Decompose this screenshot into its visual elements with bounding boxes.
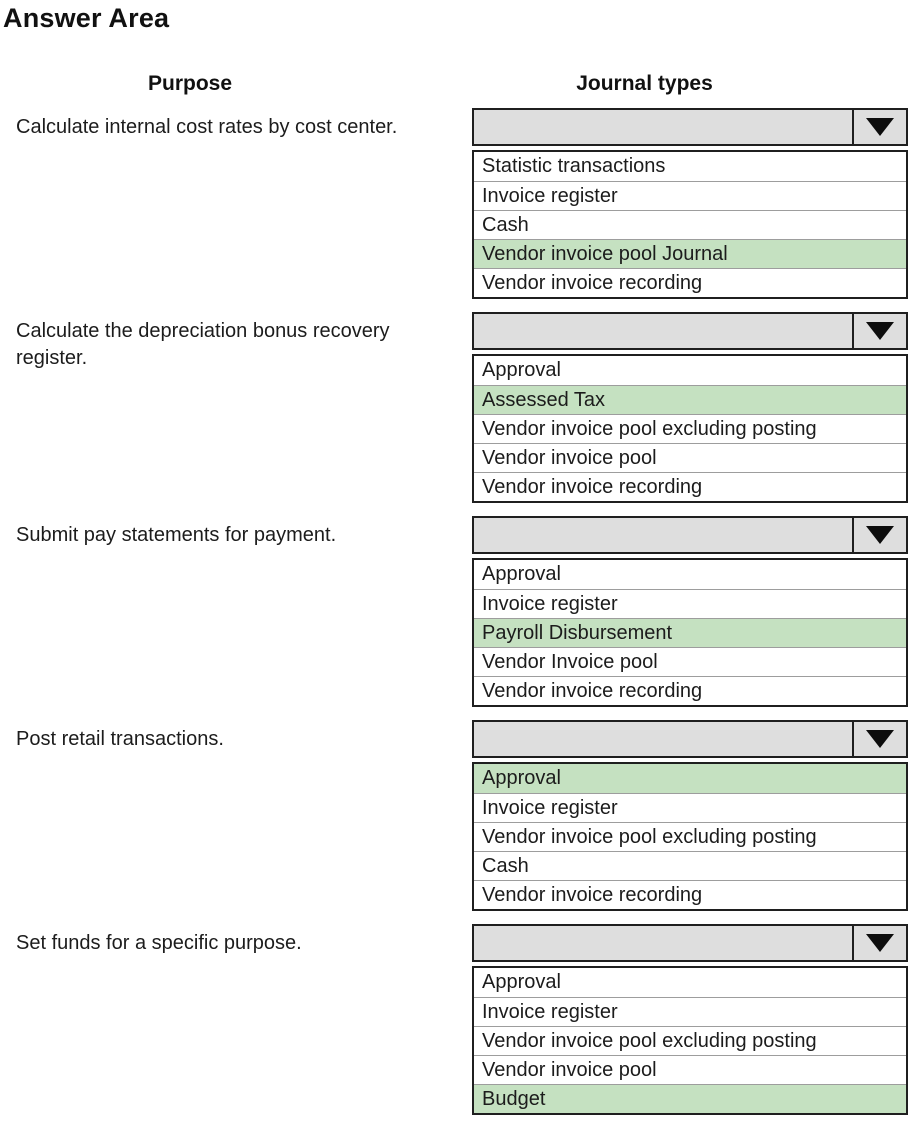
journal-type-option[interactable]: Statistic transactions bbox=[482, 155, 666, 177]
journal-type-option[interactable]: Vendor invoice pool excluding posting bbox=[474, 822, 906, 851]
journal-type-option[interactable]: Vendor invoice recording bbox=[474, 880, 906, 909]
journal-type-option[interactable]: Vendor invoice pool bbox=[474, 443, 906, 472]
journal-type-option[interactable]: Approval bbox=[482, 563, 561, 585]
journal-type-option[interactable]: Approval bbox=[482, 359, 561, 381]
journal-type-select[interactable] bbox=[472, 312, 908, 350]
questions-container bbox=[0, 108, 909, 1115]
column-headers bbox=[0, 72, 909, 96]
journal-type-listbox bbox=[472, 966, 908, 1115]
caret-down-icon bbox=[866, 526, 894, 544]
question-row bbox=[0, 516, 909, 707]
journal-type-option[interactable]: Cash bbox=[474, 210, 906, 239]
selected-value bbox=[474, 926, 852, 960]
purpose-text: Submit pay statements for payment. bbox=[16, 524, 337, 546]
purpose-text: Post retail transactions. bbox=[16, 728, 224, 750]
question-row bbox=[0, 924, 909, 1115]
dropdown-arrow-button[interactable] bbox=[852, 722, 906, 756]
journal-type-option[interactable]: Vendor invoice recording bbox=[474, 268, 906, 297]
journal-type-option[interactable]: Vendor invoice pool excluding posting bbox=[474, 1026, 906, 1055]
dropdown-group bbox=[472, 108, 908, 299]
journal-type-option[interactable]: Vendor invoice recording bbox=[474, 472, 906, 501]
dropdown-group bbox=[472, 924, 908, 1115]
purpose-text: Calculate internal cost rates by cost center. bbox=[16, 116, 398, 138]
journal-type-select[interactable] bbox=[472, 516, 908, 554]
journal-type-select[interactable] bbox=[472, 108, 908, 146]
answer-area-title: Answer Area bbox=[3, 3, 170, 33]
purpose-text: Calculate the depreciation bonus recovery register. bbox=[16, 320, 390, 369]
journal-type-listbox bbox=[472, 762, 908, 911]
selected-value bbox=[474, 110, 852, 144]
dropdown-arrow-button[interactable] bbox=[852, 110, 906, 144]
question-row bbox=[0, 108, 909, 299]
journal-type-option[interactable]: Vendor Invoice pool bbox=[474, 647, 906, 676]
journal-types-column-header: Journal types bbox=[576, 72, 713, 95]
caret-down-icon bbox=[866, 934, 894, 952]
journal-type-option[interactable]: Invoice register bbox=[474, 997, 906, 1026]
dropdown-group bbox=[472, 516, 908, 707]
journal-type-option[interactable]: Invoice register bbox=[474, 181, 906, 210]
dropdown-arrow-button[interactable] bbox=[852, 926, 906, 960]
journal-type-listbox bbox=[472, 354, 908, 503]
journal-type-listbox bbox=[472, 150, 908, 299]
journal-type-option[interactable]: Vendor invoice recording bbox=[474, 676, 906, 705]
purpose-text: Set funds for a specific purpose. bbox=[16, 932, 302, 954]
journal-type-select[interactable] bbox=[472, 720, 908, 758]
question-row bbox=[0, 720, 909, 911]
selected-value bbox=[474, 314, 852, 348]
journal-type-option-selected[interactable]: Assessed Tax bbox=[474, 385, 906, 414]
journal-type-listbox bbox=[472, 558, 908, 707]
journal-type-option[interactable]: Invoice register bbox=[474, 589, 906, 618]
journal-type-option[interactable]: Invoice register bbox=[474, 793, 906, 822]
selected-value bbox=[474, 722, 852, 756]
journal-type-option-selected[interactable]: Budget bbox=[474, 1084, 906, 1113]
journal-type-option[interactable]: Cash bbox=[474, 851, 906, 880]
purpose-column-header: Purpose bbox=[147, 72, 233, 95]
caret-down-icon bbox=[866, 118, 894, 136]
journal-type-select[interactable] bbox=[472, 924, 908, 962]
dropdown-group bbox=[472, 720, 908, 911]
journal-type-option[interactable]: Vendor invoice pool bbox=[474, 1055, 906, 1084]
journal-type-option[interactable]: Vendor invoice pool excluding posting bbox=[474, 414, 906, 443]
selected-value bbox=[474, 518, 852, 552]
caret-down-icon bbox=[866, 322, 894, 340]
journal-type-option[interactable]: Approval bbox=[482, 971, 561, 993]
question-row bbox=[0, 312, 909, 503]
caret-down-icon bbox=[866, 730, 894, 748]
journal-type-option-selected[interactable]: Payroll Disbursement bbox=[474, 618, 906, 647]
journal-type-option-selected[interactable]: Approval bbox=[474, 764, 906, 793]
journal-type-option-selected[interactable]: Vendor invoice pool Journal bbox=[474, 239, 906, 268]
dropdown-arrow-button[interactable] bbox=[852, 314, 906, 348]
dropdown-group bbox=[472, 312, 908, 503]
dropdown-arrow-button[interactable] bbox=[852, 518, 906, 552]
